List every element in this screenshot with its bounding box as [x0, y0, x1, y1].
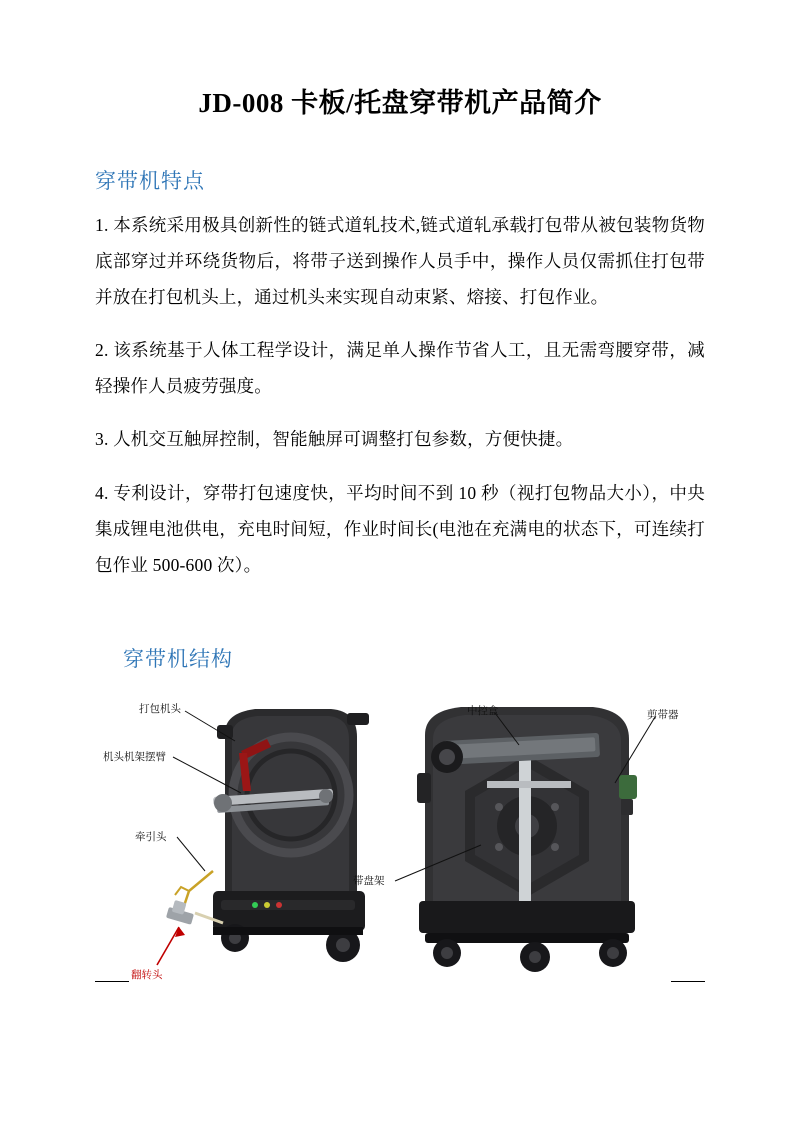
callout-belt-cutter: 剪带器	[647, 708, 679, 721]
features-list	[95, 208, 705, 583]
machine-photo-illustration	[95, 695, 705, 995]
callout-flip-head: 翻转头	[131, 968, 163, 981]
section-heading-features: 穿带机特点	[95, 169, 205, 194]
callout-control-box: 中控盒	[467, 704, 499, 717]
list-item: 2. 该系统基于人体工程学设计，满足单人操作节省人工，且无需弯腰穿带，减轻操作人员疲劳强度。	[95, 340, 705, 397]
callout-traction-head: 牵引头	[135, 830, 167, 843]
section-heading-structure: 穿带机结构	[123, 646, 233, 671]
list-item: 3. 人机交互触屏控制，智能触屏可调整打包参数，方便快捷。	[95, 429, 574, 450]
callout-head-frame-arm: 机头机架摆臂	[103, 750, 166, 763]
page-title: JD-008 卡板/托盘穿带机产品简介	[198, 88, 602, 118]
structure-figure	[95, 695, 705, 995]
crop-mark-right	[671, 981, 705, 983]
callout-baling-head: 打包机头	[139, 702, 181, 715]
crop-mark-left	[95, 981, 129, 983]
callout-reel-holder: 带盘架	[353, 874, 385, 887]
list-item: 4. 专利设计，穿带打包速度快，平均时间不到 10 秒（视打包物品大小），中央集成锂电池供电，充电时间短，作业时间长(电池在充满电的状态下，可连续打包作业 500-600 次）。	[95, 482, 705, 575]
list-item: 1. 本系统采用极具创新性的链式道轧技术,链式道轧承载打包带从被包装物货物底部穿过并环绕货物后，将带子送到操作人员手中，操作人员仅需抓住打包带并放在打包机头上，通过机头来实现自动束紧、熔接、打包作业。	[95, 215, 705, 307]
